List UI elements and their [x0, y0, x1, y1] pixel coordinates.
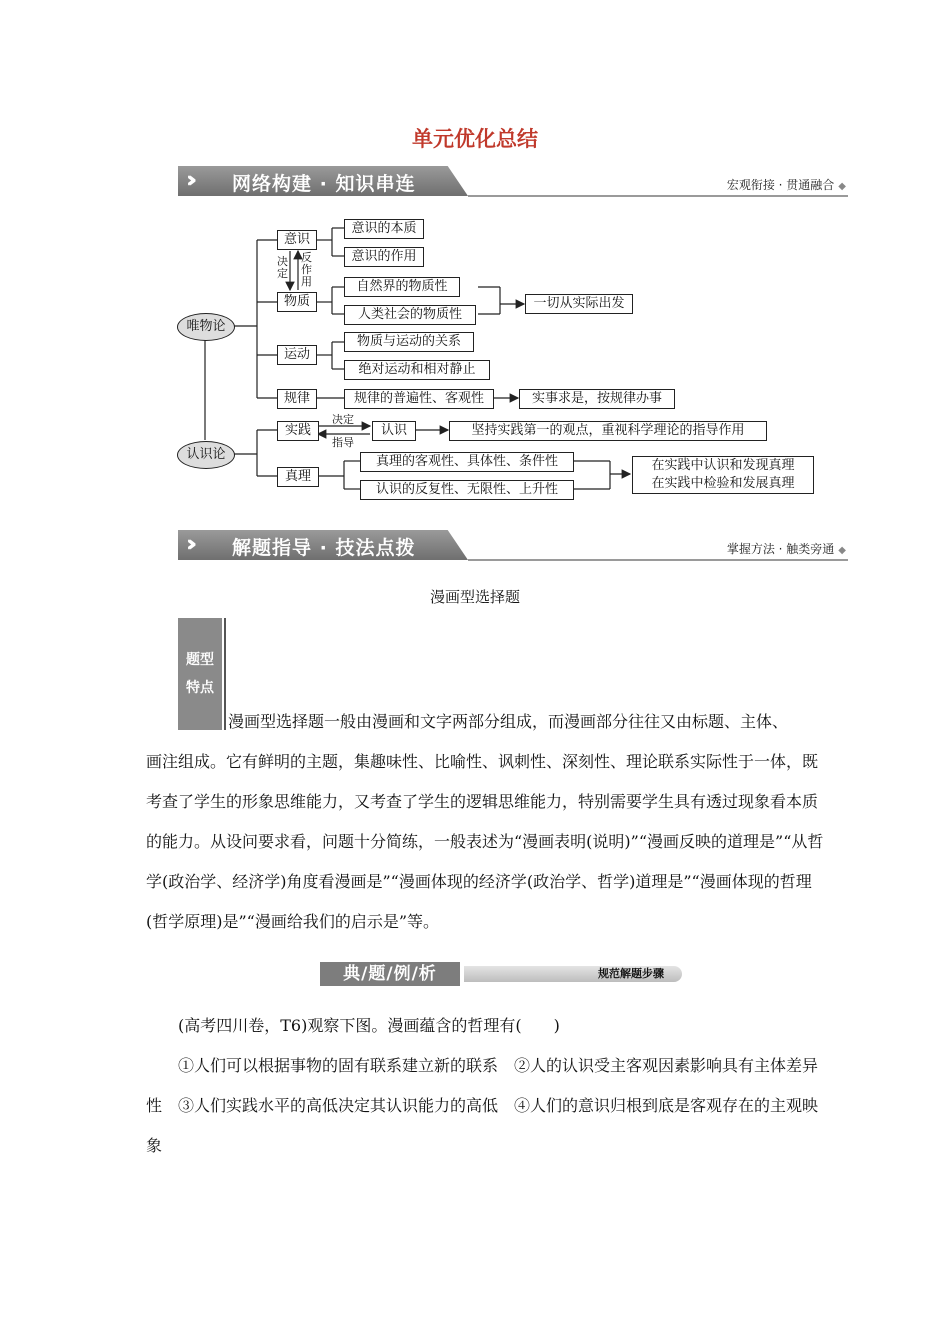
banner-subtitle: 宏观衔接 · 贯通融合 ◆ [726, 178, 846, 192]
chevron-icon: ››› [186, 532, 190, 557]
chevron-icon: ››› [186, 168, 190, 193]
example-bar-subtitle: 规范解题步骤 [464, 966, 682, 982]
section-banner-guide [178, 530, 848, 566]
node-yishi-benzhi: 意识的本质 [344, 219, 424, 239]
node-shishi: 实事求是，按规律办事 [519, 389, 675, 409]
node-shijian: 实践 [277, 421, 319, 441]
node-yiqie: 一切从实际出发 [525, 294, 633, 314]
node-wuzhi-yundong: 物质与运动的关系 [344, 332, 474, 352]
node-renshi: 认识 [372, 421, 416, 441]
node-yishi: 意识 [277, 230, 317, 250]
feature-label [178, 618, 222, 730]
banner-title: 网络构建 · 知识串连 [232, 173, 416, 195]
feature-divider [224, 618, 226, 730]
diamond-icon: ◆ [838, 545, 846, 556]
node-renlei: 人类社会的物质性 [344, 305, 476, 325]
example-bar-title: 典/题/例/析 [320, 962, 460, 986]
node-ziranjie: 自然界的物质性 [344, 277, 460, 297]
paragraph-body: 画注组成。它有鲜明的主题，集趣味性、比喻性、讽刺性、深刻性、理论联系实际性于一体，既考查了学生的形象思维能力，又考查了学生的逻辑思维能力，特别需要学生具有透过现象看本质的能力。从设问要求看，问题十分简练，一般表述为“漫画表明(说明)”“漫画反映的道理是”“从哲学(政治学、经济学)角度看漫画是”“漫画体现的经济学(政治学、哲学)道理是”“漫画体现的哲理(哲学原理)是”“漫画给我们的启示是”等。 [146, 752, 824, 931]
page-title: 单元优化总结 [412, 127, 538, 151]
question-stem: (高考四川卷，T6)观察下图。漫画蕴含的哲理有( ) [178, 1016, 560, 1035]
node-juedui: 绝对运动和相对静止 [344, 360, 490, 380]
node-guilv: 规律 [277, 389, 317, 409]
node-zhenli-keguan: 真理的客观性、具体性、条件性 [360, 452, 574, 472]
node-renshi-fanfu: 认识的反复性、无限性、上升性 [360, 480, 574, 500]
label-jueding-2: 决定 [332, 413, 354, 426]
divider [468, 559, 848, 561]
feature-label-line1: 题型 [186, 652, 214, 668]
node-materialism: 唯物论 [177, 313, 235, 341]
node-zhenli-result: 在实践中认识和发现真理 在实践中检验和发展真理 [632, 456, 814, 494]
diamond-icon: ◆ [838, 181, 846, 192]
label-zhidao: 指导 [332, 436, 354, 449]
section-banner-network [178, 166, 848, 202]
knowledge-mindmap [170, 210, 850, 500]
node-zhenli: 真理 [277, 467, 319, 487]
node-yundong: 运动 [277, 345, 317, 365]
node-wuzhi: 物质 [277, 292, 317, 312]
section-title: 漫画型选择题 [429, 588, 520, 606]
example-bar [320, 962, 682, 986]
node-guilv-pubian: 规律的普遍性、客观性 [344, 389, 494, 409]
divider [468, 195, 848, 197]
node-epistemology: 认识论 [177, 441, 235, 469]
label-jueding: 决定 [277, 255, 288, 280]
node-jianchi: 坚持实践第一的观点，重视科学理论的指导作用 [449, 421, 767, 441]
banner-title: 解题指导 · 技法点拨 [232, 537, 416, 559]
paragraph-line1: 漫画型选择题一般由漫画和文字两部分组成，而漫画部分往往又由标题、主体、 [228, 712, 789, 731]
feature-label-line2: 特点 [186, 680, 214, 696]
node-yishi-zuoyong: 意识的作用 [344, 247, 424, 267]
label-fanzuoyong: 反作用 [301, 251, 312, 288]
question-options: ①人们可以根据事物的固有联系建立新的联系 ②人的认识受主客观因素影响具有主体差异性 ③人们实践水平的高低决定其认识能力的高低 ④人们的意识归根到底是客观存在的主观映象 [146, 1056, 819, 1155]
banner-subtitle: 掌握方法 · 触类旁通 ◆ [726, 542, 846, 556]
